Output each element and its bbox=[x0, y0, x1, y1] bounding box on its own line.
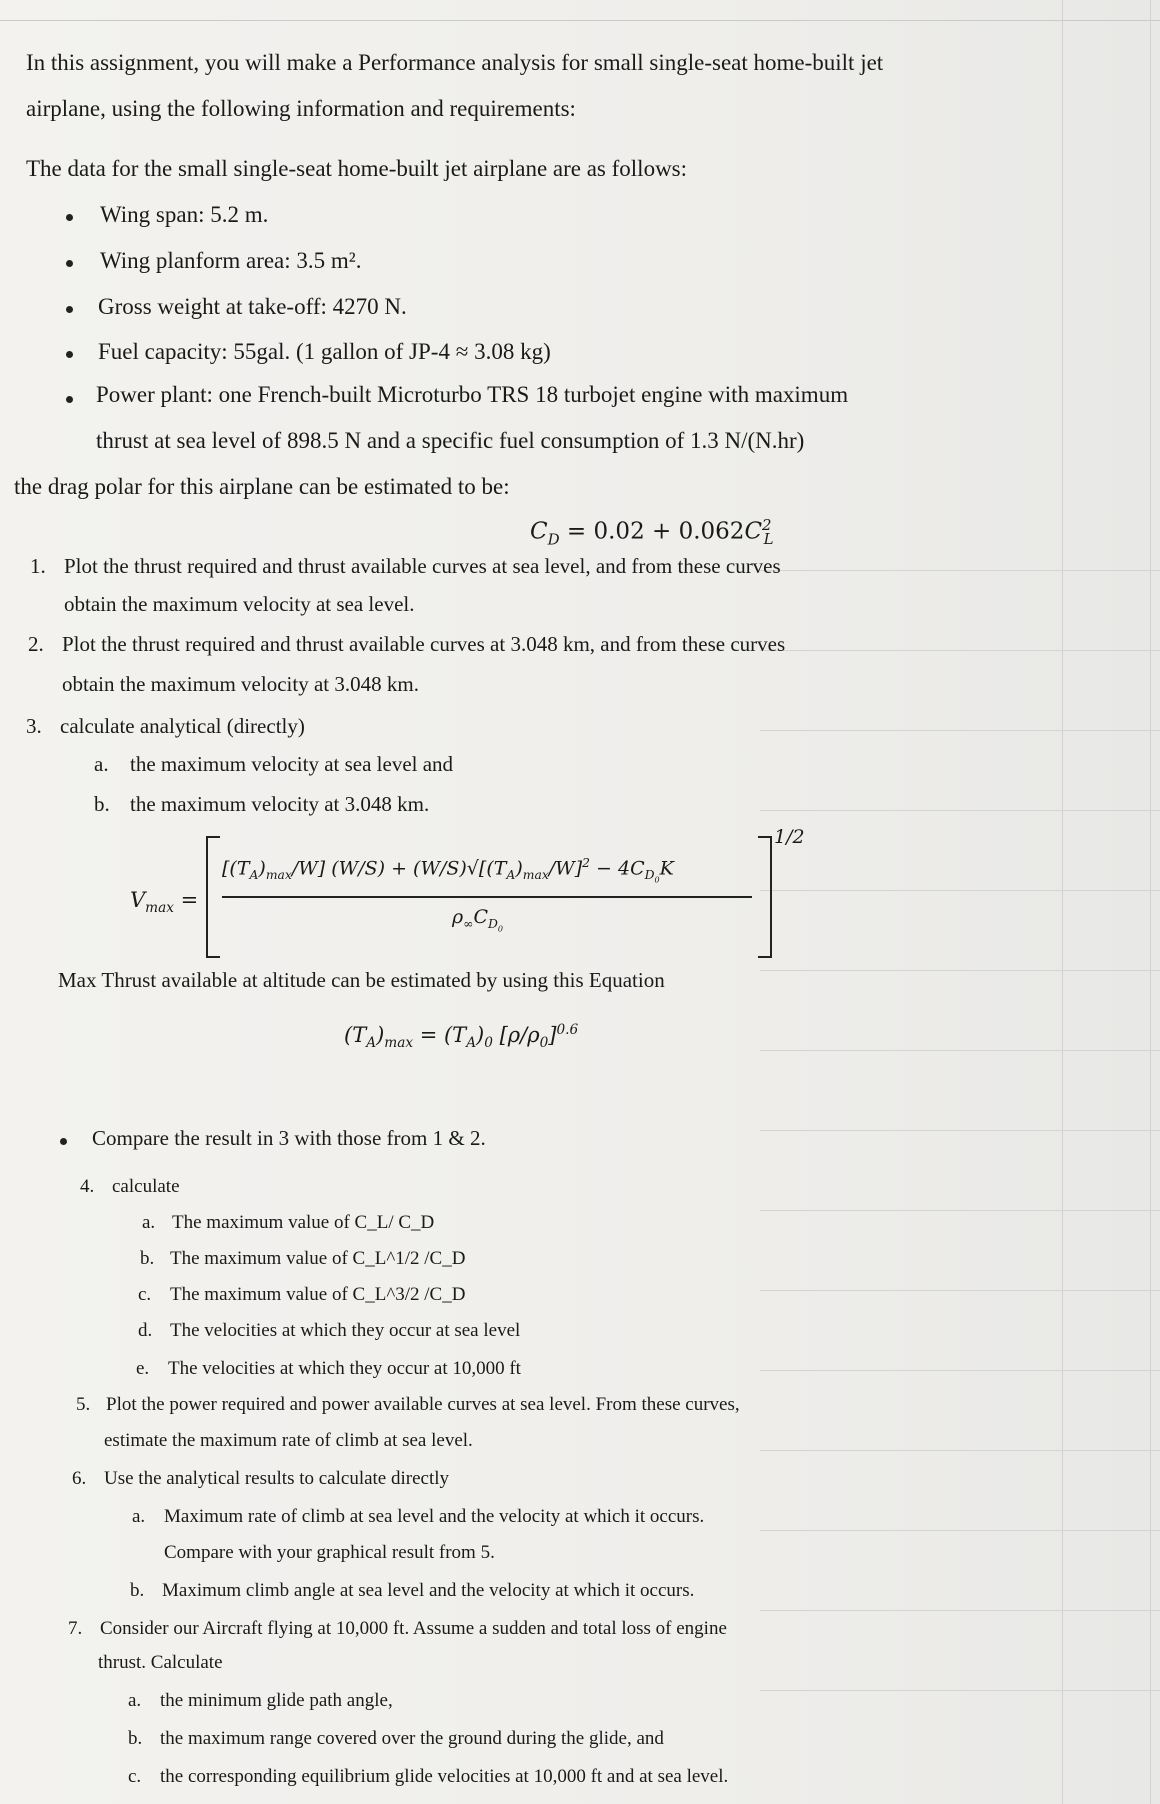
paper-edge bbox=[0, 20, 1160, 21]
data-heading: The data for the small single-seat home-built jet airplane are as follows: bbox=[26, 156, 688, 181]
spec-gross-weight: Gross weight at take-off: 4270 N. bbox=[98, 294, 407, 319]
grid-line bbox=[760, 1370, 1160, 1371]
grid-line bbox=[760, 730, 1160, 731]
drag-polar-equation: $C_D = 0.02 + 0.062C^2_L$ bbox=[530, 516, 774, 549]
spec-power-plant-line-1: Power plant: one French-built Microturbo TRS 18 turbojet engine with maximum bbox=[96, 382, 849, 407]
bullet-icon bbox=[66, 214, 73, 221]
q3-line-1: calculate analytical (directly) bbox=[60, 714, 305, 738]
q4-e-label: e. bbox=[136, 1358, 150, 1379]
q5-line-2: estimate the maximum rate of climb at sea level. bbox=[104, 1430, 473, 1451]
q2-line-1: Plot the thrust required and thrust available curves at 3.048 km, and from these curves bbox=[62, 632, 786, 656]
q6-number: 6. bbox=[72, 1468, 87, 1489]
q7-line-2: thrust. Calculate bbox=[98, 1652, 223, 1673]
q4-number: 4. bbox=[80, 1176, 95, 1197]
grid-line bbox=[760, 1050, 1160, 1051]
q4-e-text: The velocities at which they occur at 10,000 ft bbox=[168, 1358, 521, 1379]
grid-line bbox=[760, 970, 1160, 971]
q3-b-text: the maximum velocity at 3.048 km. bbox=[130, 792, 430, 816]
q5-number: 5. bbox=[76, 1394, 91, 1415]
q1-line-1: Plot the thrust required and thrust available curves at sea level, and from these curves bbox=[64, 554, 781, 578]
grid-line bbox=[760, 1610, 1160, 1611]
q4-a-label: a. bbox=[142, 1212, 156, 1233]
q7-c-label: c. bbox=[128, 1766, 142, 1787]
q4-a-text: The maximum value of C_L/ C_D bbox=[172, 1212, 435, 1233]
vmax-equation bbox=[130, 826, 810, 966]
spec-wing-area: Wing planform area: 3.5 m². bbox=[100, 248, 362, 273]
q1-line-2: obtain the maximum velocity at sea level. bbox=[64, 592, 415, 616]
compare-text: Compare the result in 3 with those from 1 & 2. bbox=[92, 1126, 486, 1150]
q6-b-label: b. bbox=[130, 1580, 145, 1601]
grid-line bbox=[1062, 0, 1063, 1804]
bullet-icon bbox=[66, 306, 73, 313]
q1-number: 1. bbox=[30, 554, 46, 578]
thrust-alt-intro: Max Thrust available at altitude can be estimated by using this Equation bbox=[58, 968, 665, 992]
q4-b-label: b. bbox=[140, 1248, 155, 1269]
bullet-icon bbox=[60, 1138, 67, 1145]
q7-a-text: the minimum glide path angle, bbox=[160, 1690, 393, 1711]
grid-line bbox=[760, 1130, 1160, 1131]
fraction-bar bbox=[222, 896, 752, 898]
spec-power-plant-line-2: thrust at sea level of 898.5 N and a specific fuel consumption of 1.3 N/(N.hr) bbox=[96, 428, 805, 453]
q3-a-text: the maximum velocity at sea level and bbox=[130, 752, 454, 776]
vmax-denominator: $\rho_\infty C_{D_0}$ bbox=[452, 906, 504, 934]
q7-number: 7. bbox=[68, 1618, 83, 1639]
intro-line-1: In this assignment, you will make a Performance analysis for small single-seat home-built jet bbox=[26, 50, 884, 75]
bullet-icon bbox=[66, 260, 73, 267]
q4-d-text: The velocities at which they occur at sea level bbox=[170, 1320, 521, 1341]
q3-a-label: a. bbox=[94, 752, 109, 776]
q6-a-line-2: Compare with your graphical result from 5. bbox=[164, 1542, 495, 1563]
q3-b-label: b. bbox=[94, 792, 110, 816]
grid-line bbox=[1150, 0, 1151, 1804]
q4-d-label: d. bbox=[138, 1320, 153, 1341]
bullet-icon bbox=[66, 351, 73, 358]
grid-line bbox=[760, 1530, 1160, 1531]
spec-fuel-capacity: Fuel capacity: 55gal. (1 gallon of JP-4 ≈ 3.08 kg) bbox=[98, 339, 551, 364]
grid-line bbox=[760, 1690, 1160, 1691]
q4-c-label: c. bbox=[138, 1284, 152, 1305]
thrust-alt-equation: $(T_A)_{max} = (T_A)_0$ $[\rho/\rho_0]^{0.6}$ bbox=[344, 1022, 579, 1052]
q2-line-2: obtain the maximum velocity at 3.048 km. bbox=[62, 672, 419, 696]
q7-b-text: the maximum range covered over the ground during the glide, and bbox=[160, 1728, 664, 1749]
q7-a-label: a. bbox=[128, 1690, 142, 1711]
q4-line-1: calculate bbox=[112, 1176, 180, 1197]
q7-line-1: Consider our Aircraft flying at 10,000 ft. Assume a sudden and total loss of engine bbox=[100, 1618, 727, 1639]
q6-line-1: Use the analytical results to calculate directly bbox=[104, 1468, 450, 1489]
grid-line bbox=[760, 810, 1160, 811]
grid-line bbox=[760, 570, 1160, 571]
q2-number: 2. bbox=[28, 632, 44, 656]
right-bracket bbox=[758, 836, 772, 958]
grid-line bbox=[760, 650, 1160, 651]
q7-b-label: b. bbox=[128, 1728, 143, 1749]
q6-a-label: a. bbox=[132, 1506, 146, 1527]
grid-line bbox=[760, 1290, 1160, 1291]
drag-polar-intro: the drag polar for this airplane can be estimated to be: bbox=[14, 474, 510, 499]
q4-b-text: The maximum value of C_L^1/2 /C_D bbox=[170, 1248, 466, 1269]
q7-c-text: the corresponding equilibrium glide velocities at 10,000 ft and at sea level. bbox=[160, 1766, 729, 1787]
bullet-icon bbox=[66, 396, 73, 403]
q6-a-line-1: Maximum rate of climb at sea level and the velocity at which it occurs. bbox=[164, 1506, 705, 1527]
q3-number: 3. bbox=[26, 714, 42, 738]
vmax-label: $V_{max}$ = bbox=[130, 888, 199, 917]
left-bracket bbox=[206, 836, 220, 958]
grid-line bbox=[760, 890, 1160, 891]
intro-line-2: airplane, using the following information and requirements: bbox=[26, 96, 576, 121]
grid-line bbox=[760, 1450, 1160, 1451]
q6-b-text: Maximum climb angle at sea level and the velocity at which it occurs. bbox=[162, 1580, 695, 1601]
q4-c-text: The maximum value of C_L^3/2 /C_D bbox=[170, 1284, 466, 1305]
q5-line-1: Plot the power required and power available curves at sea level. From these curves, bbox=[106, 1394, 740, 1415]
grid-line bbox=[760, 1210, 1160, 1211]
vmax-exponent: 1/2 bbox=[774, 826, 805, 848]
spec-wing-span: Wing span: 5.2 m. bbox=[100, 202, 269, 227]
vmax-numerator: $[(T_A)_{max}/W] (W/S) + (W/S)√[(T_A)_{max}/W]^2 - 4C_{D_0}K$ bbox=[222, 856, 674, 885]
